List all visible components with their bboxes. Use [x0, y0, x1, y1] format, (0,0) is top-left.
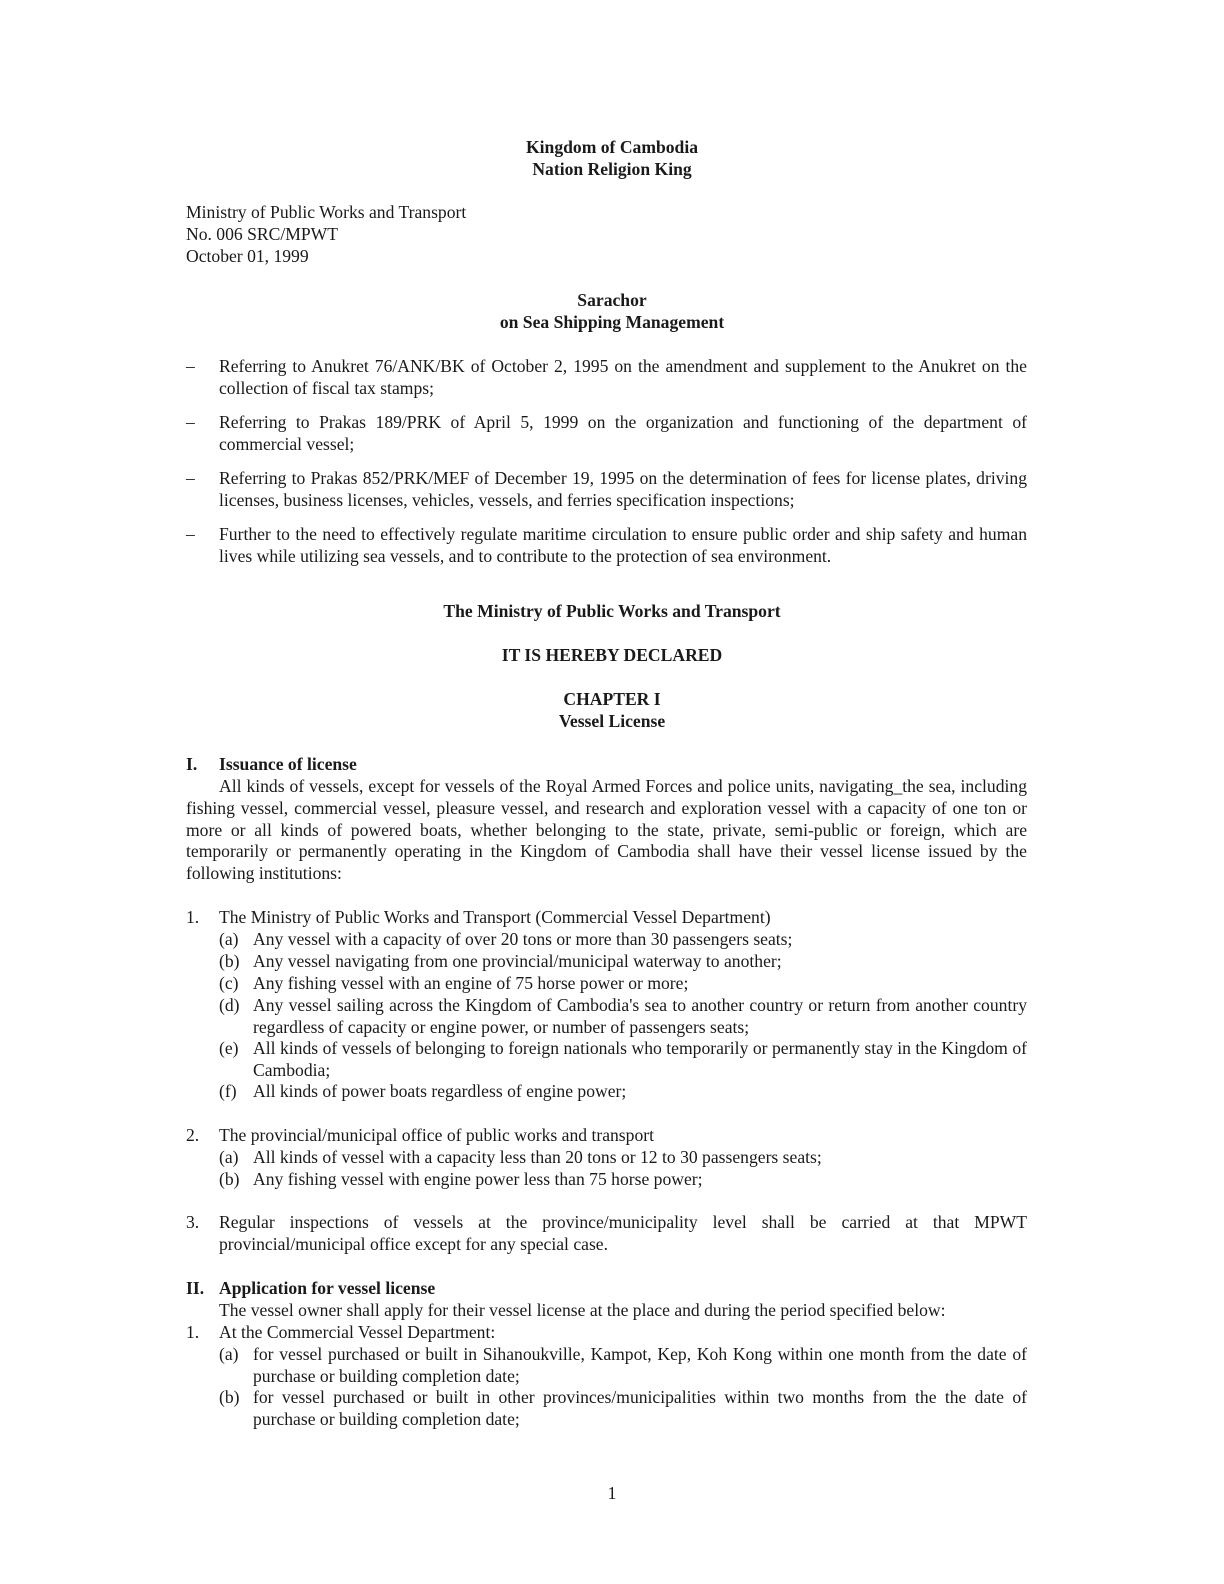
section-intro-paragraph: The vessel owner shall apply for their vessel license at the place and during the period specified below: [219, 1300, 946, 1320]
subitem-label: (b) [219, 1387, 240, 1407]
subitem-text: Any vessel sailing across the Kingdom of Cambodia's sea to another country or return from another country regardless of capacity or engine power, or number of passengers seats; [253, 995, 1027, 1037]
issuing-ministry: Ministry of Public Works and Transport [186, 202, 467, 222]
subitem-label: (a) [219, 1147, 239, 1167]
subitem-text: Any fishing vessel with an engine of 75 horse power or more; [253, 973, 689, 993]
subitem-label: (c) [219, 973, 239, 993]
subitem-text: All kinds of vessels of belonging to foreign nationals who temporarily or permanently stay in the Kingdom of Cambodia; [253, 1038, 1027, 1080]
document-date: October 01, 1999 [186, 246, 309, 266]
document-number: No. 006 SRC/MPWT [186, 224, 339, 244]
subitem-text: Any vessel navigating from one provincial/municipal waterway to another; [253, 951, 782, 971]
subitem-label: (b) [219, 1169, 240, 1189]
preamble-text: Referring to Prakas 189/PRK of April 5, 1999 on the organization and functioning of the department of commercial vessel; [219, 412, 1027, 454]
subitem-label: (d) [219, 995, 240, 1015]
section-intro-paragraph: All kinds of vessels, except for vessels of the Royal Armed Forces and police units, navigating_the sea, including fishing vessel, commercial vessel, pleasure vessel, and research and exploration vessel with a capacity of one ton or more or all kinds of powered boats, whether belonging to the state, private, semi-public or foreign, which are temporarily or permanently operating in the Kingdom of Cambodia shall have their vessel license issued by the following institutions: [186, 776, 1027, 884]
item-text: The provincial/municipal office of public works and transport [219, 1125, 654, 1145]
section-number: I. [186, 754, 198, 774]
document-title: Sarachor [577, 290, 647, 310]
item-text: Regular inspections of vessels at the province/municipality level shall be carried at that MPWT provincial/municipal office except for any special case. [219, 1212, 1027, 1254]
dash-bullet: – [186, 524, 195, 544]
item-number: 3. [186, 1212, 200, 1232]
dash-bullet: – [186, 356, 195, 376]
document-subtitle: on Sea Shipping Management [499, 312, 725, 332]
item-text: At the Commercial Vessel Department: [219, 1322, 496, 1342]
subitem-text: All kinds of vessel with a capacity less than 20 tons or 12 to 30 passengers seats; [253, 1147, 822, 1167]
item-number: 1. [186, 1322, 200, 1342]
authority-heading: The Ministry of Public Works and Transport [443, 601, 781, 621]
item-text: The Ministry of Public Works and Transport (Commercial Vessel Department) [219, 907, 771, 927]
chapter-number: CHAPTER I [563, 689, 661, 709]
subitem-text: All kinds of power boats regardless of engine power; [253, 1081, 627, 1101]
item-number: 2. [186, 1125, 200, 1145]
subitem-text: Any vessel with a capacity of over 20 tons or more than 30 passengers seats; [253, 929, 793, 949]
dash-bullet: – [186, 468, 195, 488]
subitem-text: for vessel purchased or built in Sihanoukville, Kampot, Kep, Koh Kong within one month from the date of purchase or building completion date; [253, 1344, 1027, 1386]
declaration-heading: IT IS HEREBY DECLARED [501, 645, 723, 665]
dash-bullet: – [186, 412, 195, 432]
section-title: Issuance of license [219, 754, 357, 774]
motto-heading: Nation Religion King [532, 159, 692, 179]
subitem-label: (b) [219, 951, 240, 971]
preamble-text: Referring to Prakas 852/PRK/MEF of December 19, 1995 on the determination of fees for license plates, driving licenses, business licenses, vehicles, vessels, and ferries specification inspections; [219, 468, 1027, 510]
section-number: II. [186, 1278, 205, 1298]
subitem-label: (a) [219, 929, 239, 949]
subitem-text: for vessel purchased or built in other provinces/municipalities within two months from the the date of purchase or building completion date; [253, 1387, 1027, 1429]
preamble-text: Further to the need to effectively regulate maritime circulation to ensure public order and ship safety and human lives while utilizing sea vessels, and to contribute to the protection of sea environment. [219, 524, 1027, 566]
item-number: 1. [186, 907, 200, 927]
subitem-label: (f) [219, 1081, 237, 1101]
chapter-title: Vessel License [558, 711, 666, 731]
subitem-text: Any fishing vessel with engine power less than 75 horse power; [253, 1169, 703, 1189]
preamble-text: Referring to Anukret 76/ANK/BK of October 2, 1995 on the amendment and supplement to the Anukret on the collection of fiscal tax stamps; [219, 356, 1027, 398]
kingdom-heading: Kingdom of Cambodia [525, 137, 699, 157]
page-number: 1 [607, 1483, 617, 1503]
subitem-label: (a) [219, 1344, 239, 1364]
section-title: Application for vessel license [219, 1278, 436, 1298]
subitem-label: (e) [219, 1038, 239, 1058]
